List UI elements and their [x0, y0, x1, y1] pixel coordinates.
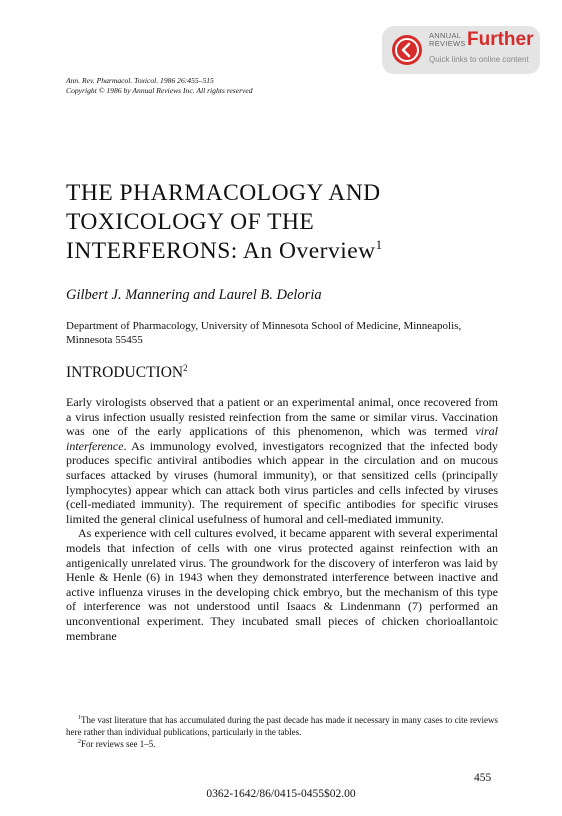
- paragraph-1: Early virologists observed that a patient or an experimental animal, once recovered from a virus infection usually resisted reinfection from the same or similar virus. Vaccination was one of the early applications of this phenomenon, which was termed viral interference. As immunology evolved, investigators recognized that the infected body produces specific antiviral antibodies which appear in the circulation and on mucous surfaces attacked by viruses (humoral immunity), or that sensitized cells (principally lymphocytes) appear which can attack both virus particles and cells infected by viruses (cell-mediated immunity). The requirement of specific antibodies for specific viruses limited the general clinical usefulness of humoral and cell-mediated immunity.: [66, 395, 498, 526]
- affiliation: Department of Pharmacology, University of Minnesota School of Medicine, Minneapolis, Minnesota 55455: [66, 320, 462, 346]
- page-number: 455: [474, 772, 492, 784]
- authors: Gilbert J. Mannering and Laurel B. Deloria: [66, 287, 322, 303]
- article-title: THE PHARMACOLOGY AND TOXICOLOGY OF THE INTERFERONS: An Overview$^1$: [66, 180, 383, 264]
- journal-citation: [66, 76, 253, 96]
- footnote-2: $^2$For reviews see 1–5.: [78, 739, 156, 749]
- paragraph-2: As experience with cell cultures evolved, it became apparent with several experimental models that infection of cells with one virus protected against reinfection with an antigenically unrelated virus. The groundwork for the discovery of interferon was laid by Henle & Henle (6) in 1943 when they demonstrated interference between inactive and active influenza viruses in the developing chick embryo, but the mechanism of this type of interference was not understood until Isaacs & Lindenmann (7) performed an unconventional experiment. They incubated small pieces of chicken chorioallantoic membrane: [66, 526, 498, 643]
- chevron-left-icon: [392, 35, 422, 65]
- further-badge[interactable]: [382, 26, 540, 74]
- body-text: [66, 395, 498, 643]
- copyright-line: Copyright © 1986 by Annual Reviews Inc. All rights reserved: [66, 86, 253, 95]
- badge-tagline: Quick links to online content: [429, 55, 529, 64]
- further-wordmark: Further: [467, 29, 534, 50]
- section-heading: INTRODUCTION$^2$: [66, 362, 188, 381]
- footnote-1: $^1$The vast literature that has accumulated during the past decade has made it necessary in many cases to cite reviews here rather than individual publications, particularly in the tables.: [66, 715, 498, 737]
- citation-line-1: Ann. Rev. Pharmacol. Toxicol. 1986 26:455–515: [66, 76, 214, 85]
- article-code: 0362-1642/86/0415-0455$02.00: [206, 788, 356, 800]
- section-footnote-mark[interactable]: 2: [183, 362, 188, 373]
- footnotes: [66, 714, 498, 750]
- annual-reviews-wordmark: ANNUAL REVIEWS: [429, 31, 466, 48]
- title-footnote-mark[interactable]: 1: [375, 237, 383, 253]
